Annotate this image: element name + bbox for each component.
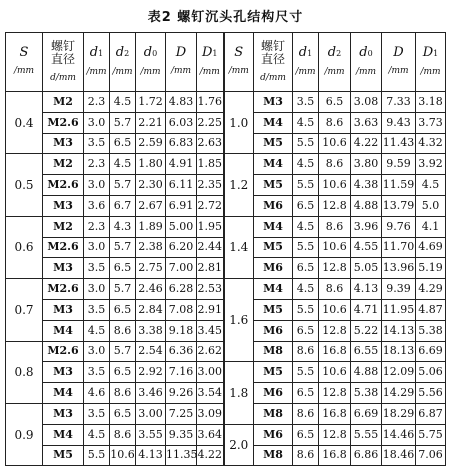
value-cell: 6.69 [351,403,382,424]
value-cell: 4.38 [351,175,382,196]
screw-size-cell: M3 [43,195,84,216]
value-cell: 1.85 [197,154,224,175]
value-cell: 6.36 [166,341,197,362]
value-cell: 5.7 [110,175,136,196]
value-cell: 6.5 [110,403,136,424]
value-cell: 3.0 [84,175,110,196]
value-cell: 8.6 [110,424,136,445]
value-cell: 18.13 [382,341,416,362]
value-cell: 1.80 [136,154,166,175]
value-cell: 8.6 [110,320,136,341]
value-cell: 5.5 [293,299,319,320]
screw-size-cell: M4 [254,216,293,237]
value-cell: 2.72 [197,195,224,216]
value-cell: 3.0 [84,112,110,133]
value-cell: 3.5 [84,258,110,279]
value-cell: 2.44 [197,237,224,258]
value-cell: 6.7 [110,195,136,216]
value-cell: 7.25 [166,403,197,424]
value-cell: 4.29 [416,279,446,300]
thickness-cell: 1.2 [224,154,254,216]
value-cell: 3.5 [84,299,110,320]
value-cell: 5.38 [351,383,382,404]
value-cell: 6.20 [166,237,197,258]
value-cell: 12.8 [319,258,351,279]
value-cell: 10.6 [110,445,136,466]
value-cell: 6.91 [166,195,197,216]
thickness-cell: 0.4 [6,92,43,154]
thickness-cell: 0.7 [6,279,43,341]
screw-size-cell: M4 [254,279,293,300]
value-cell: 8.6 [319,112,351,133]
value-cell: 3.5 [84,133,110,154]
value-cell: 3.0 [84,237,110,258]
value-cell: 12.8 [319,383,351,404]
screw-size-cell: M5 [254,237,293,258]
value-cell: 4.22 [197,445,224,466]
value-cell: 11.43 [382,133,416,154]
thickness-cell: 0.6 [6,216,43,278]
screw-size-cell: M3 [43,133,84,154]
value-cell: 2.63 [197,133,224,154]
value-cell: 1.95 [197,216,224,237]
value-cell: 9.35 [166,424,197,445]
header-d2-right: d2 /mm [319,33,351,92]
screw-size-cell: M5 [43,445,84,466]
value-cell: 10.6 [319,175,351,196]
value-cell: 4.5 [84,424,110,445]
value-cell: 2.3 [84,154,110,175]
screw-size-cell: M4 [43,424,84,445]
value-cell: 5.00 [166,216,197,237]
value-cell: 5.38 [416,320,446,341]
value-cell: 2.75 [136,258,166,279]
value-cell: 5.5 [293,237,319,258]
screw-size-cell: M2.6 [43,112,84,133]
header-d0-right: d0 /mm [351,33,382,92]
value-cell: 5.5 [293,175,319,196]
thickness-cell: 1.8 [224,362,254,424]
value-cell: 4.1 [416,216,446,237]
value-cell: 3.0 [84,279,110,300]
screw-size-cell: M3 [254,92,293,113]
header-row [6,33,446,92]
screw-size-cell: M5 [254,299,293,320]
value-cell: 9.76 [382,216,416,237]
value-cell: 2.21 [136,112,166,133]
value-cell: 14.46 [382,424,416,445]
value-cell: 2.54 [136,341,166,362]
value-cell: 5.7 [110,341,136,362]
value-cell: 11.59 [382,175,416,196]
value-cell: 5.5 [293,362,319,383]
screw-size-cell: M6 [254,383,293,404]
value-cell: 6.5 [293,383,319,404]
value-cell: 6.5 [110,258,136,279]
value-cell: 12.8 [319,195,351,216]
value-cell: 5.19 [416,258,446,279]
value-cell: 5.5 [293,133,319,154]
value-cell: 6.5 [293,195,319,216]
value-cell: 9.39 [382,279,416,300]
value-cell: 9.26 [166,383,197,404]
screw-size-cell: M4 [254,154,293,175]
value-cell: 5.0 [416,195,446,216]
screw-size-cell: M5 [254,362,293,383]
value-cell: 6.5 [110,133,136,154]
thickness-cell: 1.6 [224,279,254,362]
screw-size-cell: M2.6 [43,341,84,362]
value-cell: 2.3 [84,92,110,113]
header-D1: D1 /mm [197,33,224,92]
value-cell: 6.69 [416,341,446,362]
thickness-cell: 0.5 [6,154,43,216]
value-cell: 4.5 [293,154,319,175]
value-cell: 7.33 [382,92,416,113]
value-cell: 9.43 [382,112,416,133]
thickness-cell: 0.8 [6,341,43,403]
value-cell: 4.5 [293,279,319,300]
value-cell: 8.6 [319,216,351,237]
value-cell: 13.79 [382,195,416,216]
value-cell: 6.87 [416,403,446,424]
header-d1-right: d1 /mm [293,33,319,92]
screw-size-cell: M2.6 [43,279,84,300]
value-cell: 12.09 [382,362,416,383]
value-cell: 3.5 [84,403,110,424]
value-cell: 2.3 [84,216,110,237]
value-cell: 6.5 [293,320,319,341]
value-cell: 7.00 [166,258,197,279]
screw-size-cell: M6 [254,424,293,445]
value-cell: 16.8 [319,403,351,424]
value-cell: 8.6 [293,403,319,424]
table-row [6,279,446,300]
screw-size-cell: M8 [254,445,293,466]
screw-size-cell: M6 [254,258,293,279]
header-d1: d1 /mm [84,33,110,92]
value-cell: 6.83 [166,133,197,154]
screw-size-cell: M2 [43,216,84,237]
value-cell: 4.32 [416,133,446,154]
value-cell: 2.53 [197,279,224,300]
thickness-cell: 1.0 [224,92,254,154]
value-cell: 6.11 [166,175,197,196]
thickness-cell: 0.9 [6,403,43,465]
screw-size-cell: M2.6 [43,237,84,258]
screw-size-cell: M2.6 [43,175,84,196]
value-cell: 2.59 [136,133,166,154]
value-cell: 5.06 [416,362,446,383]
value-cell: 4.5 [293,216,319,237]
header-s: S /mm [6,33,43,92]
header-screw-right: 螺钉 直径 d/mm [254,33,293,92]
value-cell: 3.5 [293,92,319,113]
value-cell: 3.46 [136,383,166,404]
value-cell: 6.5 [319,92,351,113]
value-cell: 14.13 [382,320,416,341]
value-cell: 2.91 [197,299,224,320]
value-cell: 5.7 [110,237,136,258]
value-cell: 14.29 [382,383,416,404]
table-row [6,362,446,383]
value-cell: 3.64 [197,424,224,445]
value-cell: 7.16 [166,362,197,383]
value-cell: 3.0 [84,341,110,362]
screw-size-cell: M2 [43,92,84,113]
screw-size-cell: M6 [254,195,293,216]
value-cell: 16.8 [319,341,351,362]
data-table-container [5,32,445,462]
header-D-right: D /mm [382,33,416,92]
value-cell: 2.67 [136,195,166,216]
value-cell: 5.56 [416,383,446,404]
value-cell: 4.5 [293,112,319,133]
value-cell: 4.91 [166,154,197,175]
screw-size-cell: M2 [43,154,84,175]
value-cell: 12.8 [319,424,351,445]
value-cell: 3.00 [197,362,224,383]
header-screw: 螺钉 直径 d/mm [43,33,84,92]
screw-size-cell: M4 [43,383,84,404]
value-cell: 2.81 [197,258,224,279]
value-cell: 6.28 [166,279,197,300]
value-cell: 6.03 [166,112,197,133]
value-cell: 18.46 [382,445,416,466]
screw-size-cell: M3 [43,362,84,383]
value-cell: 4.87 [416,299,446,320]
value-cell: 4.3 [110,216,136,237]
value-cell: 3.5 [84,362,110,383]
value-cell: 4.13 [351,279,382,300]
value-cell: 16.8 [319,445,351,466]
value-cell: 4.13 [136,445,166,466]
value-cell: 11.35 [166,445,197,466]
value-cell: 11.70 [382,237,416,258]
value-cell: 13.96 [382,258,416,279]
screw-size-cell: M5 [254,133,293,154]
value-cell: 7.06 [416,445,446,466]
value-cell: 3.18 [416,92,446,113]
value-cell: 2.62 [197,341,224,362]
value-cell: 2.30 [136,175,166,196]
value-cell: 4.71 [351,299,382,320]
header-D: D /mm [166,33,197,92]
screw-size-cell: M6 [254,320,293,341]
value-cell: 4.83 [166,92,197,113]
value-cell: 7.08 [166,299,197,320]
value-cell: 5.7 [110,112,136,133]
value-cell: 5.5 [84,445,110,466]
table-title: 表2 螺钉沉头孔结构尺寸 [147,10,304,25]
table-row [6,216,446,237]
value-cell: 6.5 [110,299,136,320]
header-d0: d0 /mm [136,33,166,92]
value-cell: 4.5 [84,320,110,341]
value-cell: 4.5 [110,92,136,113]
value-cell: 3.73 [416,112,446,133]
value-cell: 2.38 [136,237,166,258]
screw-size-cell: M5 [254,175,293,196]
value-cell: 5.55 [351,424,382,445]
value-cell: 4.88 [351,195,382,216]
value-cell: 8.6 [319,154,351,175]
value-cell: 5.7 [110,279,136,300]
value-cell: 4.55 [351,237,382,258]
value-cell: 8.6 [110,383,136,404]
screw-size-cell: M8 [254,341,293,362]
value-cell: 3.96 [351,216,382,237]
value-cell: 3.80 [351,154,382,175]
header-d2: d2 /mm [110,33,136,92]
screw-size-cell: M3 [43,299,84,320]
value-cell: 18.29 [382,403,416,424]
value-cell: 1.89 [136,216,166,237]
value-cell: 3.00 [136,403,166,424]
value-cell: 6.86 [351,445,382,466]
value-cell: 10.6 [319,133,351,154]
value-cell: 3.54 [197,383,224,404]
value-cell: 12.8 [319,320,351,341]
value-cell: 3.38 [136,320,166,341]
value-cell: 8.6 [293,445,319,466]
value-cell: 4.69 [416,237,446,258]
screw-size-cell: M3 [43,403,84,424]
screw-size-cell: M3 [43,258,84,279]
value-cell: 2.46 [136,279,166,300]
value-cell: 3.55 [136,424,166,445]
header-D1-right: D1 /mm [416,33,446,92]
value-cell: 4.5 [416,175,446,196]
value-cell: 10.6 [319,299,351,320]
table-row [6,424,446,445]
value-cell: 5.05 [351,258,382,279]
value-cell: 3.6 [84,195,110,216]
screw-size-cell: M4 [254,112,293,133]
value-cell: 3.63 [351,112,382,133]
screw-size-cell: M4 [43,320,84,341]
value-cell: 3.45 [197,320,224,341]
value-cell: 6.55 [351,341,382,362]
value-cell: 4.6 [84,383,110,404]
value-cell: 10.6 [319,362,351,383]
value-cell: 4.5 [110,154,136,175]
value-cell: 3.92 [416,154,446,175]
value-cell: 4.22 [351,133,382,154]
value-cell: 4.88 [351,362,382,383]
value-cell: 9.18 [166,320,197,341]
value-cell: 8.6 [319,279,351,300]
screw-size-cell: M8 [254,403,293,424]
header-s-right: S /mm [224,33,254,92]
value-cell: 2.92 [136,362,166,383]
value-cell: 6.5 [293,258,319,279]
value-cell: 2.35 [197,175,224,196]
value-cell: 10.6 [319,237,351,258]
value-cell: 3.09 [197,403,224,424]
thickness-cell: 2.0 [224,424,254,466]
table-body [6,92,446,466]
table-row [6,92,446,113]
value-cell: 2.84 [136,299,166,320]
countersink-dimension-table [5,32,446,466]
thickness-cell: 1.4 [224,216,254,278]
table-row [6,154,446,175]
value-cell: 11.95 [382,299,416,320]
value-cell: 2.25 [197,112,224,133]
value-cell: 1.76 [197,92,224,113]
value-cell: 9.59 [382,154,416,175]
value-cell: 8.6 [293,341,319,362]
value-cell: 5.22 [351,320,382,341]
value-cell: 1.72 [136,92,166,113]
value-cell: 3.08 [351,92,382,113]
value-cell: 6.5 [110,362,136,383]
value-cell: 5.75 [416,424,446,445]
value-cell: 6.5 [293,424,319,445]
